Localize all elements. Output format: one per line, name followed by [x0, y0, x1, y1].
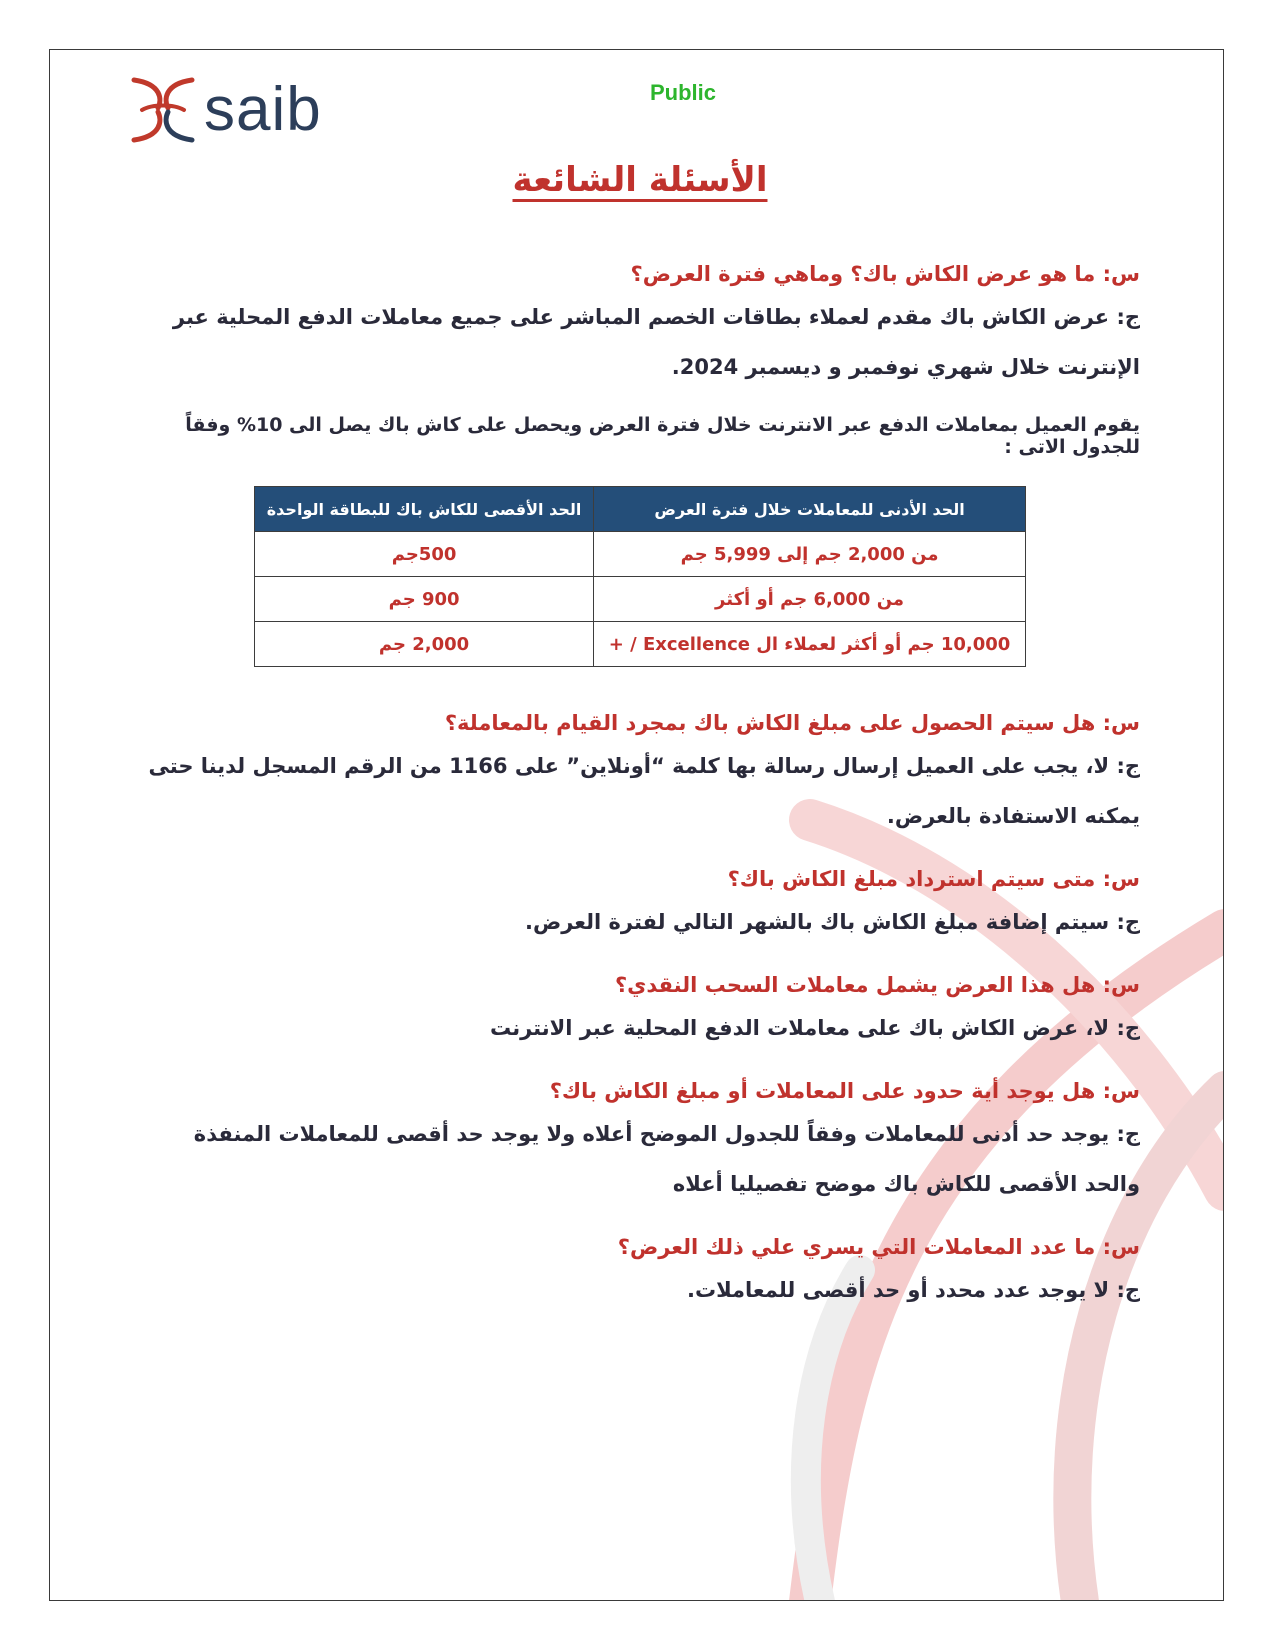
faq-answer: ج: لا يوجد عدد محدد أو حد أقصى للمعاملات. [687, 1278, 1140, 1302]
faq-question: س: ما عدد المعاملات التي يسري علي ذلك العرض؟ [617, 1235, 1140, 1259]
faq-answer: ج: عرض الكاش باك مقدم لعملاء بطاقات الخصم المباشر على جميع معاملات الدفع المحلية عبر الإنترنت خلال شهري نوفمبر و ديسمبر 2024. [172, 305, 1140, 379]
faq-question: س: هل سيتم الحصول على مبلغ الكاش باك بمجرد القيام بالمعاملة؟ [444, 711, 1140, 735]
faq-item-4 [140, 973, 1140, 1053]
table-row [255, 622, 1026, 667]
saib-logo-text: saib [204, 75, 322, 144]
faq-item-1 [140, 262, 1140, 392]
saib-logo [128, 74, 322, 146]
table-cell: 2,000 جم [255, 622, 594, 667]
table-cell: 900 جم [255, 577, 594, 622]
faq-item-6 [140, 1235, 1140, 1315]
faq-question: س: ما هو عرض الكاش باك؟ وماهي فترة العرض؟ [630, 262, 1140, 286]
faq-item-5 [140, 1079, 1140, 1209]
classification-label: Public [650, 80, 717, 105]
faq-question: س: هل يوجد أية حدود على المعاملات أو مبلغ الكاش باك؟ [549, 1079, 1140, 1103]
faq-answer: ج: سيتم إضافة مبلغ الكاش باك بالشهر التالي لفترة العرض. [524, 910, 1140, 934]
table-cell: من 6,000 جم أو أكثر [594, 577, 1026, 622]
saib-logo-mark-icon [128, 74, 198, 146]
faq-answer: ج: لا، عرض الكاش باك على معاملات الدفع المحلية عبر الانترنت [490, 1016, 1140, 1040]
table-cell: من 2,000 جم إلى 5,999 جم [594, 532, 1026, 577]
document-page [49, 49, 1224, 1601]
table-cell: 500جم [255, 532, 594, 577]
faq-answer: ج: يوجد حد أدنى للمعاملات وفقاً للجدول الموضح أعلاه ولا يوجد حد أقصى للمعاملات المنفذة والحد الأقصى للكاش باك موضح تفصيليا أعلاه [193, 1122, 1140, 1196]
faq-question: س: متى سيتم استرداد مبلغ الكاش باك؟ [727, 867, 1140, 891]
table-row [255, 577, 1026, 622]
page-title: الأسئلة الشائعة [512, 160, 768, 200]
table-header-max-cashback: الحد الأقصى للكاش باك للبطاقة الواحدة [255, 487, 594, 532]
cashback-table [254, 486, 1026, 667]
table-cell: 10,000 جم أو أكثر لعملاء ال Excellence / + [594, 622, 1026, 667]
table-row [255, 532, 1026, 577]
table-header-min-transactions: الحد الأدنى للمعاملات خلال فترة العرض [594, 487, 1026, 532]
faq-content [140, 160, 1140, 1315]
table-header-row [255, 487, 1026, 532]
faq-item-3 [140, 867, 1140, 947]
faq-item-2 [140, 711, 1140, 841]
faq-question: س: هل هذا العرض يشمل معاملات السحب النقدي؟ [614, 973, 1140, 997]
intro-paragraph: يقوم العميل بمعاملات الدفع عبر الانترنت خلال فترة العرض ويحصل على كاش باك يصل الى 10% وفقاً للجدول الاتى : [185, 414, 1140, 458]
faq-answer: ج: لا، يجب على العميل إرسال رسالة بها كلمة “أونلاين” على 1166 من الرقم المسجل لدينا حتى يمكنه الاستفادة بالعرض. [148, 754, 1140, 828]
